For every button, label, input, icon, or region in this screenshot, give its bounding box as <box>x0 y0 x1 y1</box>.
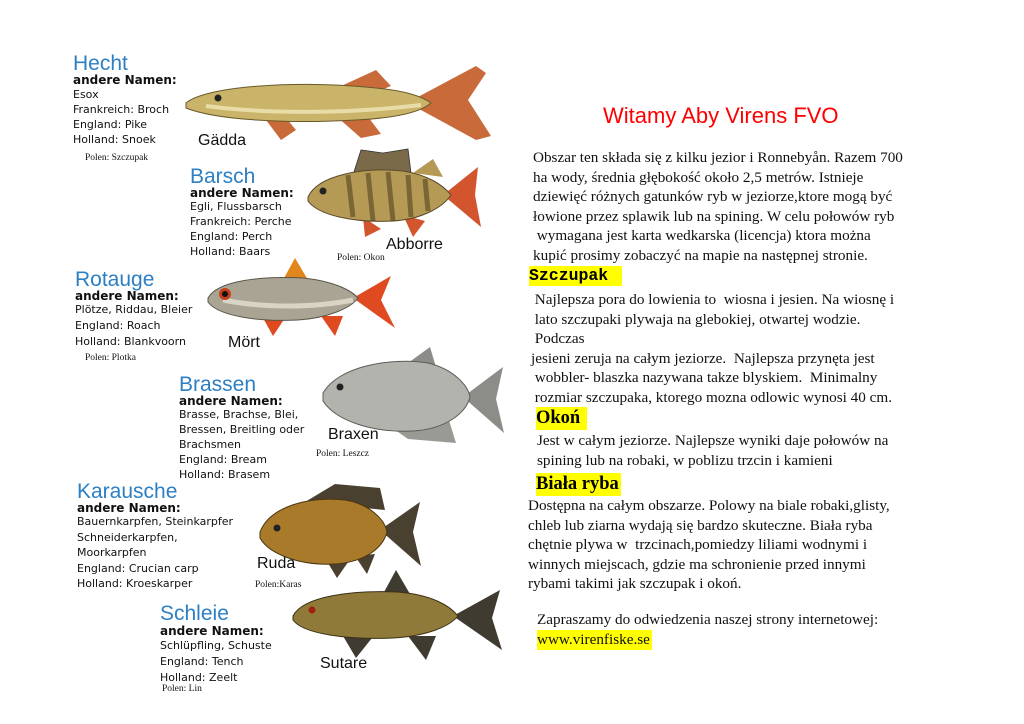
roach-fish-icon <box>203 256 398 341</box>
fish-name-brassen: Brassen <box>179 373 257 396</box>
fish-alt-names <box>73 87 169 147</box>
text-line: rybami takimi jak szczupak i okoń. <box>528 575 742 593</box>
alt-name: England: Crucian carp <box>77 561 199 575</box>
text-line: Najlepsza pora do lowienia to wiosna i jesien. Na wiosnę i <box>531 291 895 308</box>
website-link[interactable]: www.virenfiske.se <box>537 631 650 648</box>
fish-name-hecht: Hecht <box>73 52 128 75</box>
swedish-name: Ruda <box>257 555 296 572</box>
fish-aka-label: andere Namen: <box>73 73 177 87</box>
text-line: winnych miejscach, gdzie ma schronienie przed innymi <box>528 555 866 573</box>
fish-alt-names <box>160 638 272 686</box>
fish-name-schleie: Schleie <box>160 602 229 625</box>
fish-name-karausche: Karausche <box>77 480 178 503</box>
alt-name: Bressen, Breitling oder <box>179 423 305 436</box>
section-heading-whitefish: Biała ryba <box>536 474 619 494</box>
fish-name-barsch: Barsch <box>190 165 256 188</box>
alt-name: Holland: Kroeskarper <box>77 577 193 591</box>
fish-aka-label: andere Namen: <box>75 289 179 303</box>
polish-name: Polen: Szczupak <box>85 153 149 163</box>
alt-name: Frankreich: Broch <box>73 103 170 116</box>
text-line: kupić prosimy zobaczyć na mapie na następnej stronie. <box>533 246 868 264</box>
perch-fish-icon <box>303 145 483 245</box>
polish-name: Polen: Leszcz <box>316 449 370 459</box>
alt-name: Holland: Snoek <box>73 133 156 146</box>
fish-alt-names <box>179 407 304 482</box>
alt-name: Schneiderkarpfen, <box>77 530 178 544</box>
text-line: Podczas <box>531 330 585 348</box>
swedish-name: Gädda <box>198 132 247 149</box>
fish-aka-label: andere Namen: <box>179 394 283 408</box>
tench-fish-icon <box>288 566 510 666</box>
alt-name: Holland: Baars <box>190 245 271 258</box>
fish-aka-label: andere Namen: <box>190 186 294 200</box>
fish-alt-names <box>77 514 233 592</box>
fish-aka-label: andere Namen: <box>160 624 264 638</box>
alt-name: Brasse, Brachse, Blei, <box>179 408 299 421</box>
swedish-name: Braxen <box>328 426 379 443</box>
text-line: wobbler- blaszka nazywana takze blyskiem. Minimalny <box>531 369 878 387</box>
fish-alt-names <box>75 302 192 350</box>
text-line: jesieni zeruja na całym jeziorze. Najlepsza przynęta jest <box>531 349 875 367</box>
alt-name: Brachsmen <box>179 438 242 451</box>
swedish-name: Sutare <box>320 655 368 672</box>
alt-name: Esox <box>73 88 99 101</box>
text-line: lato szczupaki plywaja na glebokiej, otwartej wodzie. <box>531 310 861 328</box>
text-line: chleb lub ziarna wydają się bardzo skuteczne. Biała ryba <box>528 516 873 534</box>
text-line: łowione przez splawik lub na spining. W celu połowów ryb <box>533 207 895 225</box>
alt-name: Schlüpfling, Schuste <box>160 639 272 652</box>
text-line: rozmiar szczupaka, ktorego mozna odlowic wynosi 40 cm. <box>531 388 893 406</box>
pike-paragraph <box>531 290 894 408</box>
text-line: spining lub na robaki, w poblizu trzcin i kamieni <box>537 451 833 469</box>
alt-name: Frankreich: Perche <box>190 215 292 228</box>
alt-name: England: Tench <box>160 655 244 668</box>
text-line: Obszar ten składa się z kilku jezior i Ronnebyån. Razem 700 <box>533 149 903 166</box>
section-heading-pike: Szczupak <box>529 266 622 286</box>
polish-name: Polen: Lin <box>162 684 202 694</box>
alt-name: Bauernkarpfen, Steinkarpfer <box>77 515 234 528</box>
text-line: Dostępna na całym obszarze. Polowy na biale robaki,glisty, <box>528 497 890 514</box>
alt-name: Plötze, Riddau, Bleier <box>75 303 193 316</box>
section-heading-perch: Okoń <box>536 408 585 428</box>
intro-paragraph <box>533 148 903 266</box>
fish-name-rotauge: Rotauge <box>75 268 155 291</box>
alt-name: England: Roach <box>75 319 161 332</box>
polish-name: Polen: Plotka <box>85 353 136 363</box>
perch-paragraph <box>537 431 888 470</box>
alt-name: Holland: Brasem <box>179 468 271 481</box>
alt-name: Holland: Zeelt <box>160 671 238 684</box>
text-line: Jest w całym jeziorze. Najlepsze wyniki daje połowów na <box>537 432 889 449</box>
text-line: chętnie plywa w trzcinach,pomiedzy liliami wodnymi i <box>528 536 868 554</box>
polish-name: Polen: Okon <box>337 253 385 263</box>
fish-alt-names <box>190 199 292 259</box>
polish-name: Polen:Karas <box>255 580 302 590</box>
invite-text: Zapraszamy do odwiedzenia naszej strony internetowej: <box>537 611 879 628</box>
text-line: dziewięć różnych gatunków ryb w jeziorze,ktore mogą być <box>533 188 893 206</box>
alt-name: Moorkarpfen <box>77 546 147 560</box>
page-title: Witamy Aby Virens FVO <box>603 103 839 128</box>
swedish-name: Mört <box>228 334 260 351</box>
alt-name: England: Bream <box>179 453 267 466</box>
alt-name: Holland: Blankvoorn <box>75 335 186 348</box>
alt-name: Egli, Flussbarsch <box>190 200 282 213</box>
swedish-name: Abborre <box>386 236 443 253</box>
alt-name: England: Pike <box>73 118 148 131</box>
alt-name: England: Perch <box>190 230 273 243</box>
text-line: wymagana jest karta wedkarska (licencja) ktora można <box>533 227 871 245</box>
fish-aka-label: andere Namen: <box>77 501 181 515</box>
whitefish-paragraph <box>528 496 890 594</box>
text-line: ha wody, średnia głębokość około 2,5 metrów. Istnieje <box>533 168 864 186</box>
